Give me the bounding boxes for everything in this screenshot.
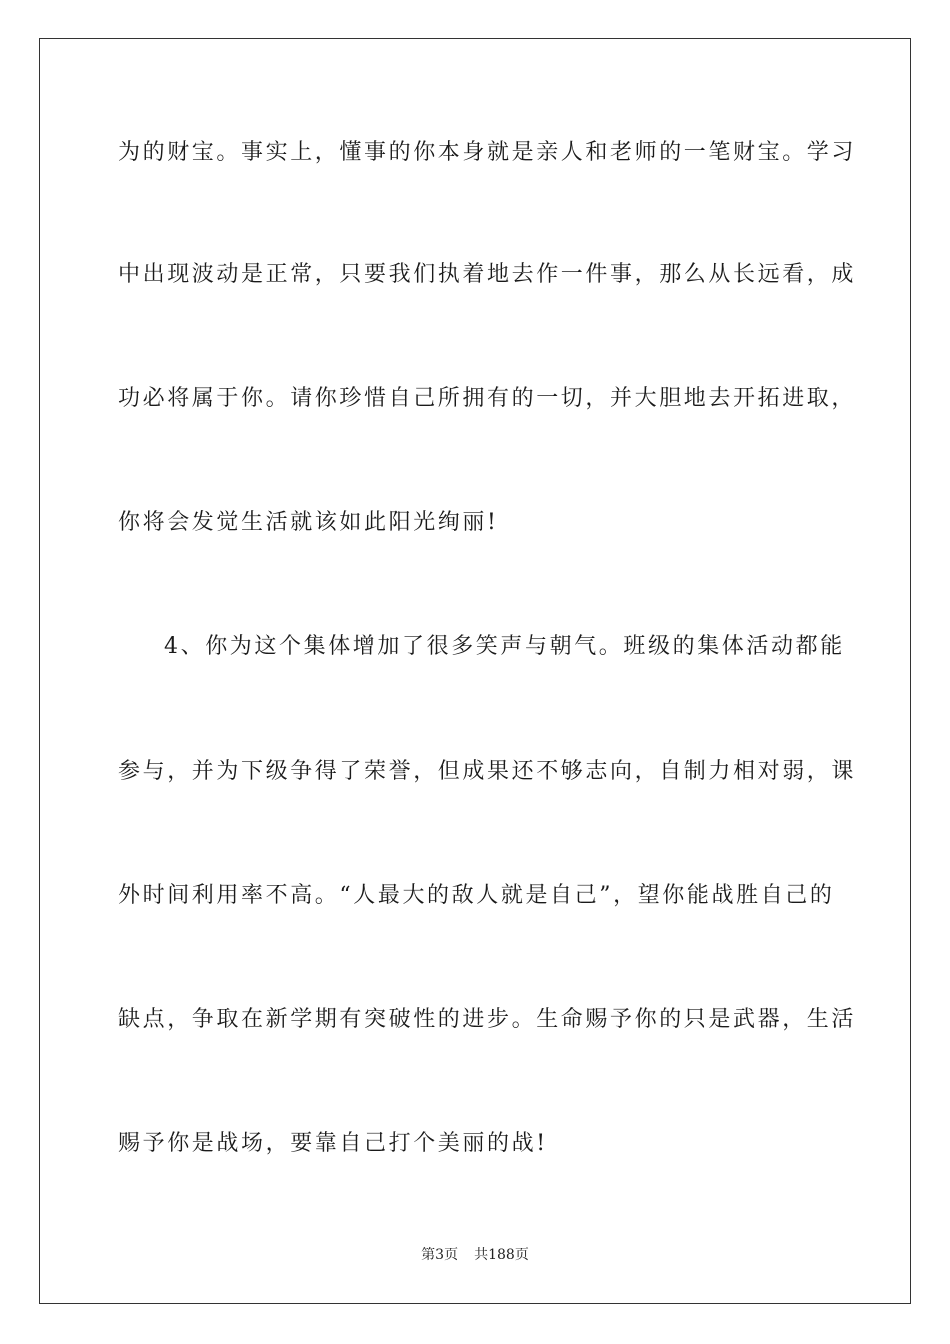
page-footer <box>0 1246 950 1264</box>
total-pages: 共188页 <box>474 1247 529 1263</box>
text-line-9: 赐予你是战场，要靠自己打个美丽的战! <box>118 1131 548 1156</box>
page-number: 第3页 <box>421 1247 459 1263</box>
text-line-7: 外时间利用率不高。“人最大的敌人就是自己”，望你能战胜自己的 <box>118 883 835 908</box>
text-line-6: 参与，并为下级争得了荣誉，但成果还不够志向，自制力相对弱，课 <box>118 759 857 784</box>
text-line-3: 功必将属于你。请你珍惜自己所拥有的一切，并大胆地去开拓进取， <box>118 386 857 411</box>
page-border <box>39 38 911 1304</box>
text-line-2: 中出现波动是正常，只要我们执着地去作一件事，那么从长远看，成 <box>118 262 857 287</box>
text-line-8: 缺点，争取在新学期有突破性的进步。生命赐予你的只是武器，生活 <box>118 1007 857 1032</box>
text-line-5: 4、你为这个集体增加了很多笑声与朝气。班级的集体活动都能 <box>164 634 845 659</box>
text-line-4: 你将会发觉生活就该如此阳光绚丽! <box>118 510 499 535</box>
text-line-1: 为的财宝。事实上，懂事的你本身就是亲人和老师的一笔财宝。学习 <box>118 140 857 165</box>
